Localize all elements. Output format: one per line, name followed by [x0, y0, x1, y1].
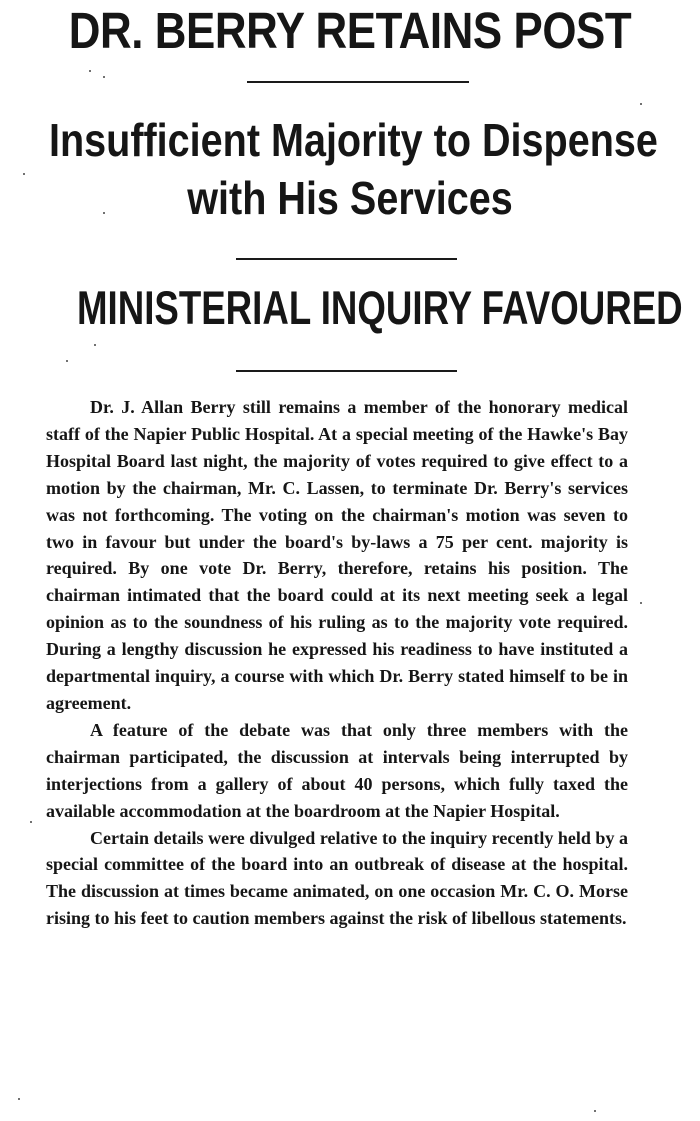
print-speck: [640, 602, 642, 604]
print-speck: [23, 173, 25, 175]
article-paragraph-3: Certain details were divulged relative to the inquiry recently held by a special committee of the board into an outbreak of disease at the hospital. The discussion at times became animated, on one occasion Mr. C. O. Morse rising to his feet to caution members against the risk of libellous statements.: [46, 827, 628, 929]
print-speck: [103, 212, 105, 214]
article-paragraph-2: A feature of the debate was that only three members with the chairman participated, the discussion at intervals being interrupted by interjections from a gallery of about 40 persons, which fully taxed the available accommodation at the boardroom at the Napier Hospital.: [46, 719, 628, 821]
print-speck: [640, 103, 642, 105]
headline-divider-2: [236, 258, 457, 260]
sub-headline: [49, 111, 658, 227]
article-paragraph-1: Dr. J. Allan Berry still remains a member of the honorary medical staff of the Napier Public Hospital. At a special meeting of the Hawke's Bay Hospital Board last night, the majority of votes required to give effect to a motion by the chairman, Mr. C. Lassen, to terminate Dr. Berry's services was not forthcoming. The voting on the chairman's motion was seven to two in favour but under the board's by-laws a 75 per cent. majority is required. By one vote Dr. Berry, therefore, retains his position. The chairman intimated that the board could at its next meeting seek a legal opinion as to the soundness of his ruling as to the majority vote required. During a lengthy discussion he expressed his readiness to have instituted a departmental inquiry, a course with which Dr. Berry stated himself to be in agreement.: [46, 397, 628, 713]
third-headline: MINISTERIAL INQUIRY FAVOURED: [77, 281, 683, 334]
sub-headline-line-2: with His Services: [187, 172, 513, 224]
print-speck: [66, 360, 68, 362]
headline-divider-1: [247, 81, 469, 83]
main-headline: DR. BERRY RETAINS POST: [68, 2, 632, 59]
print-speck: [103, 76, 105, 78]
print-speck: [94, 344, 96, 346]
sub-headline-line-1: Insufficient Majority to Dispense: [49, 114, 658, 166]
print-speck: [89, 70, 91, 72]
article-body: [46, 394, 628, 932]
print-speck: [30, 821, 32, 823]
headline-divider-3: [236, 370, 457, 372]
print-speck: [594, 1110, 596, 1112]
print-speck: [18, 1098, 20, 1100]
